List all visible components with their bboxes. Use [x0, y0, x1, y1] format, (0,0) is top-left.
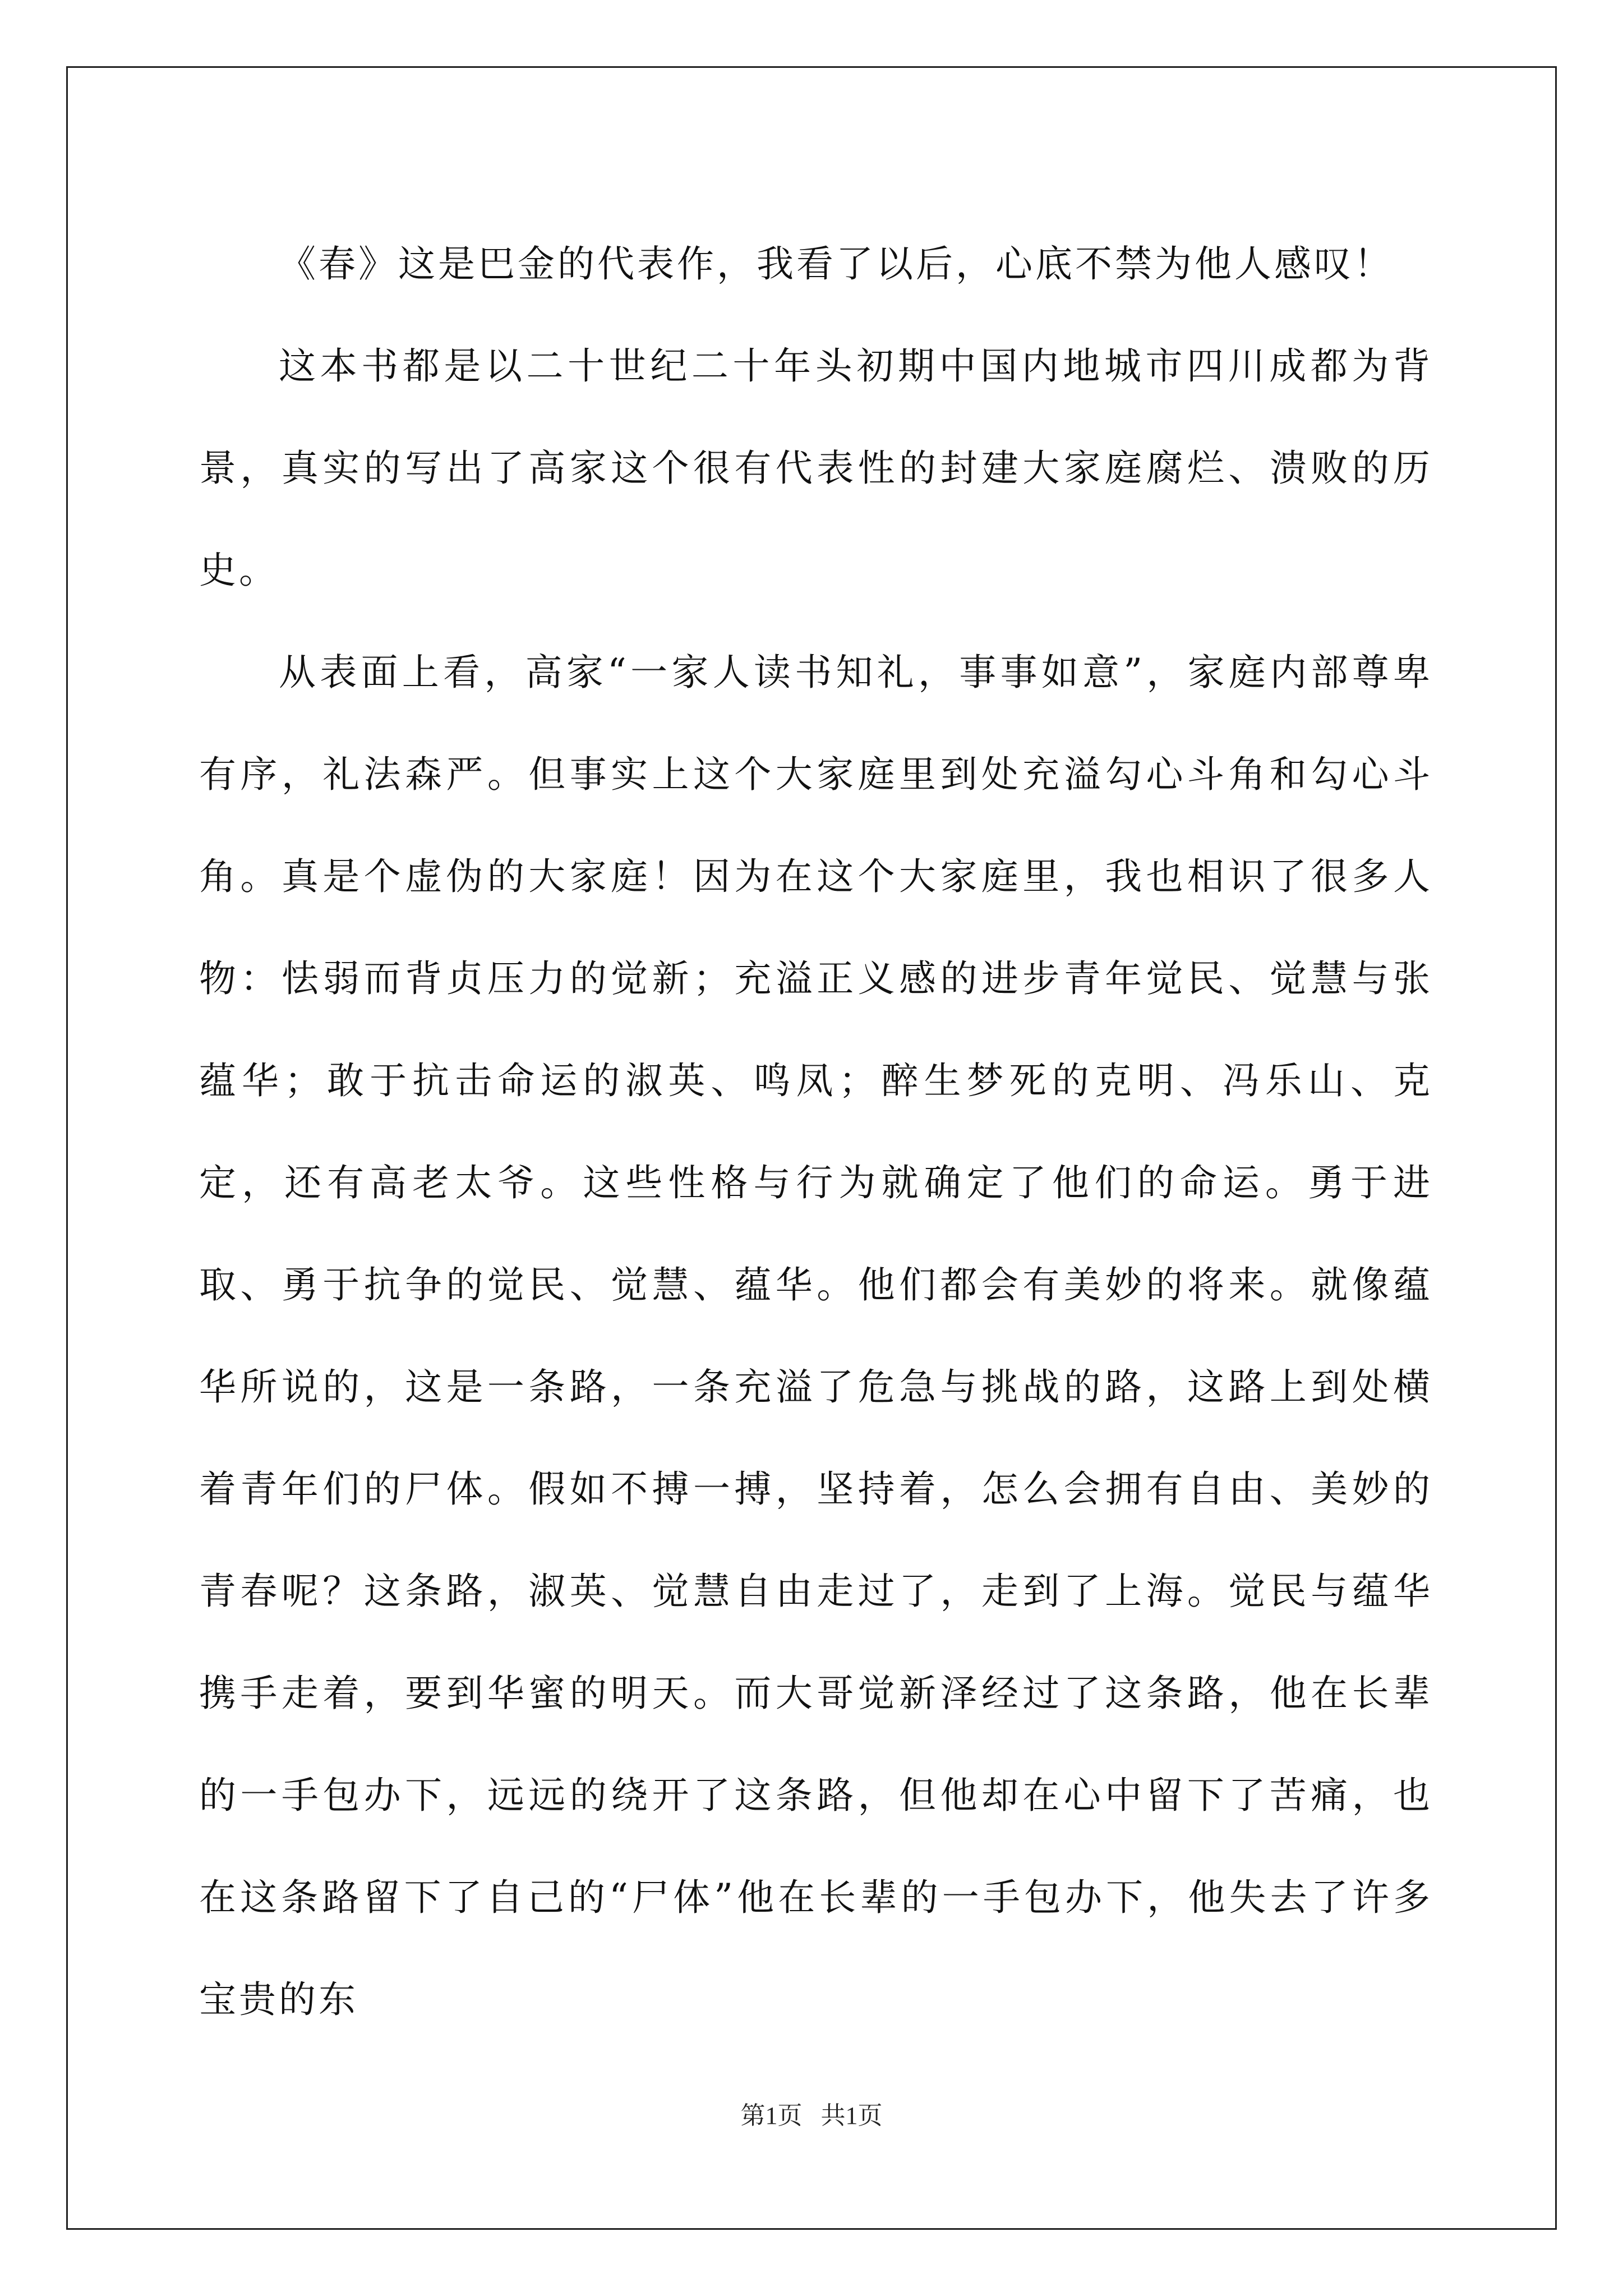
document-body — [199, 213, 1433, 2051]
paragraph-3: 从表面上看，高家“一家人读书知礼，事事如意”，家庭内部尊卑有序，礼法森严。但事实上这个大家庭里到处充溢勾心斗角和勾心斗角。真是个虚伪的大家庭！因为在这个大家庭里，我也相识了很多人物：怯弱而背贞压力的觉新；充溢正义感的进步青年觉民、觉慧与张蕴华；敢于抗击命运的淑英、鸣凤；醉生梦死的克明、冯乐山、克定，还有高老太爷。这些性格与行为就确定了他们的命运。勇于进取、勇于抗争的觉民、觉慧、蕴华。他们都会有美妙的将来。就像蕴华所说的，这是一条路，一条充溢了危急与挑战的路，这路上到处横着青年们的尸体。假如不搏一搏，坚持着，怎么会拥有自由、美妙的青春呢？这条路，淑英、觉慧自由走过了，走到了上海。觉民与蕴华携手走着，要到华蜜的明天。而大哥觉新泽经过了这条路，他在长辈的一手包办下，远远的绕开了这条路，但他却在心中留下了苦痛，也在这条路留下了自己的“尸体”他在长辈的一手包办下，他失去了许多宝贵的东 — [199, 651, 1433, 2021]
page-footer: 第1页 共1页 — [740, 2102, 883, 2129]
paragraph-1: 《春》这是巴金的代表作，我看了以后，心底不禁为他人感叹！ — [279, 242, 1394, 286]
paragraph-2: 这本书都是以二十世纪二十年头初期中国内地城市四川成都为背景，真实的写出了高家这个很有代表性的封建大家庭腐烂、溃败的历史。 — [199, 344, 1433, 592]
